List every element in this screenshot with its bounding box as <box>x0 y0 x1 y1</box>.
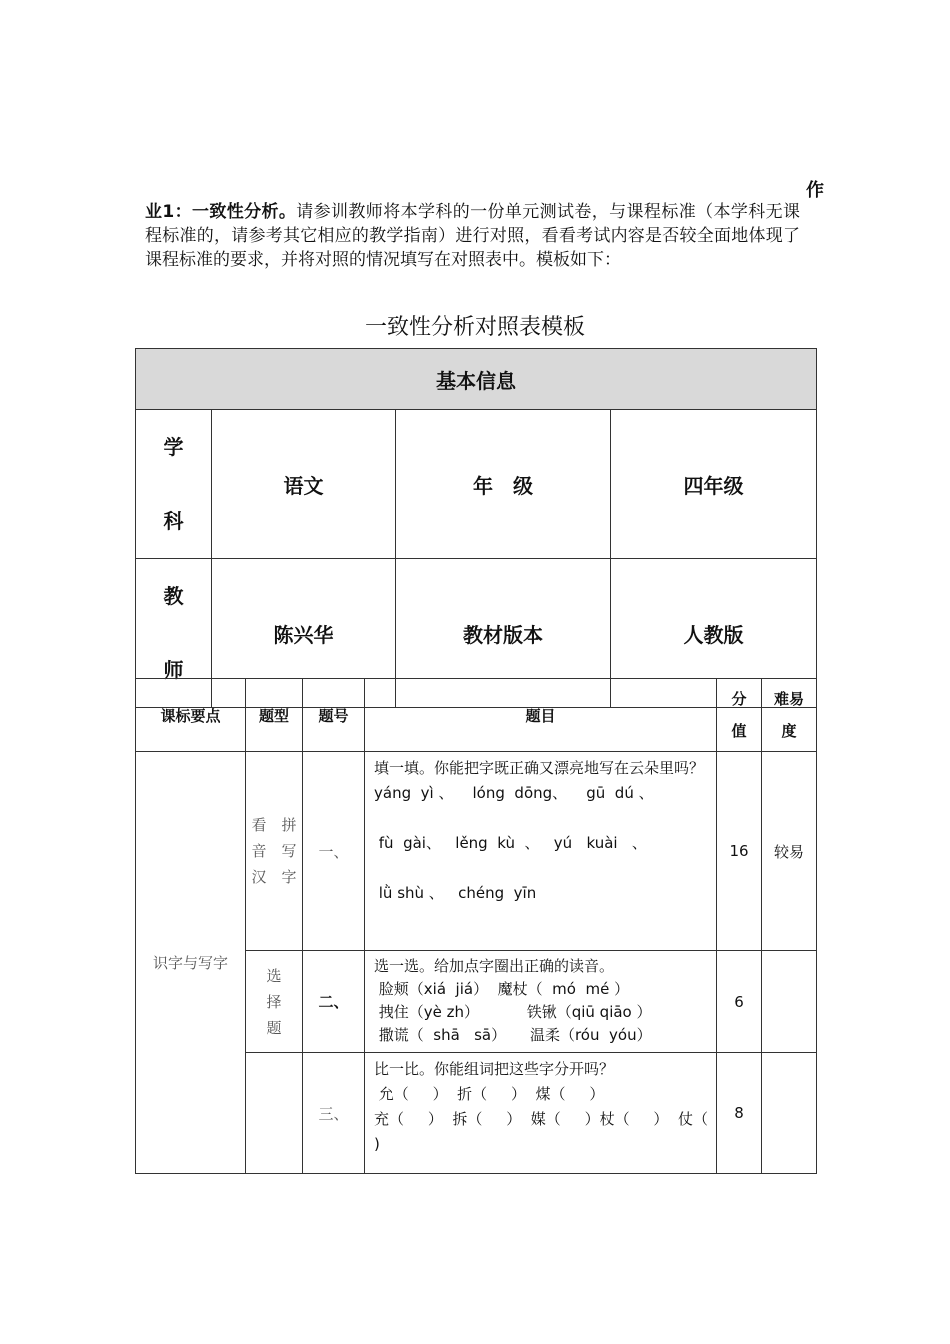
question-line: 充（ ） 拆（ ） 媒（ ）杖（ ） 仗（ <box>374 1110 708 1128</box>
question-line: 脸颊（xiá jiá） 魔杖（ mó mé ） <box>374 980 630 998</box>
question-number-cell: 二、 <box>303 951 365 1053</box>
teacher-label-char-2: 师 <box>163 658 184 682</box>
grade-value: 四年级 <box>611 410 817 559</box>
question-content-cell <box>365 1053 717 1174</box>
question-type-cell <box>246 1053 303 1174</box>
intro-paragraph <box>145 200 800 272</box>
header-score-char-2: 值 <box>731 722 747 740</box>
table-row <box>136 752 817 951</box>
subject-label-char-2: 科 <box>163 509 184 533</box>
question-line: lǜ shù 、 chéng yīn <box>374 884 537 902</box>
header-difficulty <box>762 679 817 752</box>
type-line: 汉 字 <box>251 868 297 886</box>
page-title: 一致性分析对照表模板 <box>364 315 585 340</box>
question-number-cell: 一、 <box>303 752 365 951</box>
teacher-label-char-1: 教 <box>163 584 184 608</box>
question-line: 允（ ） 折（ ） 煤（ ） <box>374 1085 605 1103</box>
standard-point-cell: 识字与写字 <box>136 752 246 1174</box>
header-difficulty-line-2: 度 <box>781 722 797 740</box>
question-type-cell <box>246 752 303 951</box>
question-type-cell <box>246 951 303 1053</box>
question-line <box>374 806 710 831</box>
type-line: 题 <box>266 1018 282 1037</box>
subject-value: 语文 <box>212 410 396 559</box>
basic-info-heading: 基本信息 <box>136 349 817 410</box>
header-score <box>717 679 762 752</box>
teacher-value: 陈兴华 <box>212 559 396 708</box>
difficulty-cell <box>762 1053 817 1174</box>
question-line: 撒谎（ shā sā） 温柔（róu yóu） <box>374 1026 652 1044</box>
heading-tail-char: 作 <box>806 180 824 201</box>
question-line: ) <box>374 1135 380 1153</box>
question-content-cell <box>365 752 717 951</box>
textbook-label: 教材版本 <box>396 559 611 708</box>
question-content-cell <box>365 951 717 1053</box>
question-line: 比一比。你能组词把这些字分开吗？ <box>374 1060 615 1078</box>
header-question: 题目 <box>365 679 717 752</box>
header-number: 题号 <box>303 679 365 752</box>
type-line: 看 拼 <box>251 816 297 834</box>
analysis-table <box>135 678 817 1174</box>
question-line: yáng yì 、 lóng dōng、 gū dú 、 <box>374 784 654 802</box>
header-score-char-1: 分 <box>731 690 747 708</box>
question-line: 选一选。给加点字圈出正确的读音。 <box>374 957 615 975</box>
intro-bold-label: 业1：一致性分析。 <box>145 202 297 222</box>
question-line <box>374 856 710 881</box>
score-cell: 6 <box>717 951 762 1053</box>
difficulty-cell <box>762 951 817 1053</box>
type-line: 音 写 <box>251 842 297 860</box>
basic-info-table <box>135 348 817 708</box>
score-cell: 8 <box>717 1053 762 1174</box>
question-number-cell: 三、 <box>303 1053 365 1174</box>
question-line: 填一填。你能把字既正确又漂亮地写在云朵里吗？ <box>374 759 705 777</box>
grade-label: 年 级 <box>396 410 611 559</box>
header-difficulty-line-1: 难易 <box>773 690 804 708</box>
header-type: 题型 <box>246 679 303 752</box>
header-standard: 课标要点 <box>136 679 246 752</box>
analysis-header-row <box>136 679 817 752</box>
difficulty-cell: 较易 <box>762 752 817 951</box>
subject-label-char-1: 学 <box>163 435 184 459</box>
type-line: 选 <box>266 966 282 985</box>
textbook-value: 人教版 <box>611 559 817 708</box>
question-line: fù gài、 lěng kù 、 yú kuài 、 <box>374 834 647 852</box>
subject-label <box>136 410 212 559</box>
type-line: 择 <box>266 992 282 1011</box>
intro-text: 请参训教师将本学科的一份单元测试卷，与课程标准（本学科无课程标准的，请参考其它相应的教学指南）进行对照，看看考试内容是否较全面地体现了课程标准的要求，并将对照的情况填写在对照表中。模板如下： <box>145 202 800 270</box>
question-line: 拽住（yè zh） 铁锹（qiū qiāo ） <box>374 1003 652 1021</box>
score-cell: 16 <box>717 752 762 951</box>
